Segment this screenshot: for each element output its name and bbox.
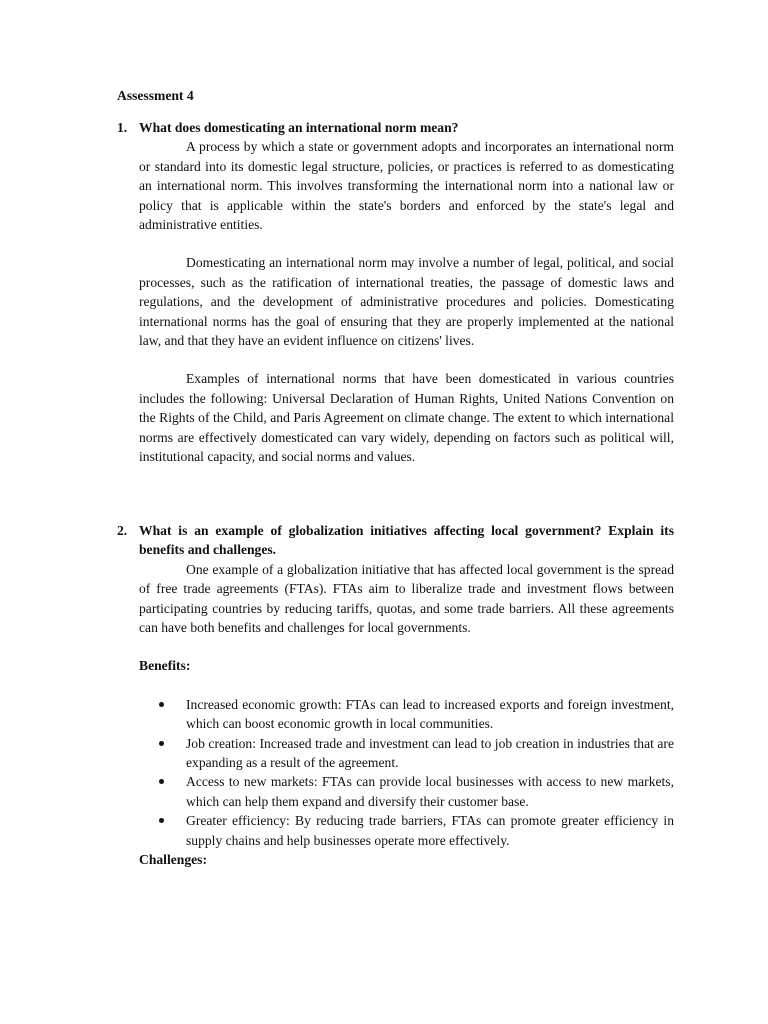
question-number: 2.: [117, 523, 128, 538]
answer-paragraph: Examples of international norms that have been domesticated in various countries includes the following: Universal Declaration of Human Rights, United Nations Convention on the Rights of the Child, and Paris Agreement on climate change. The extent to which international norms are effectively domesticated can vary widely, depending on factors such as political will, institutional capacity, and social norms and values.: [139, 371, 674, 465]
bullet-icon: [159, 818, 164, 823]
answer-paragraph: One example of a globalization initiative that has affected local government is the spread of free trade agreements (FTAs). FTAs aim to liberalize trade and investment flows between participating countries by reducing tariffs, quotas, and some trade barriers. All these agreements can have both benefits and challenges for local governments.: [139, 561, 674, 636]
list-item: [139, 734, 674, 773]
benefits-heading: Benefits:: [139, 658, 191, 674]
challenges-heading: Challenges:: [139, 852, 207, 868]
bullet-icon: [159, 702, 164, 707]
question-heading: What does domesticating an international norm mean?: [139, 120, 459, 135]
question-2: [117, 521, 674, 870]
answer-paragraph: A process by which a state or government adopts and incorporates an international norm or standard into its domestic legal structure, policies, or practices is referred to as domesticating an international norm. This involves transforming the international norm into a national law or policy that is applicable within the state's borders and enforced by the state's legal and administrative entities.: [139, 139, 674, 233]
list-item-text: Increased economic growth: FTAs can lead to increased exports and foreign investment, which can boost economic growth in local communities.: [186, 696, 674, 732]
benefits-list: [139, 695, 674, 850]
list-item: [139, 695, 674, 734]
bullet-icon: [159, 741, 164, 746]
list-item-text: Greater efficiency: By reducing trade barriers, FTAs can promote greater efficiency in supply chains and help businesses operate more effectively.: [186, 813, 674, 848]
question-1: [117, 118, 674, 467]
bullet-icon: [159, 779, 164, 784]
list-item: [139, 772, 674, 811]
question-heading: What is an example of globalization initiatives affecting local government? Explain its benefits and challenges.: [139, 523, 674, 558]
document-title: Assessment 4: [117, 88, 194, 103]
list-item-text: Job creation: Increased trade and investment can lead to job creation in industries that are expanding as a result of the agreement.: [186, 735, 674, 771]
list-item-text: Access to new markets: FTAs can provide local businesses with access to new markets, which can help them expand and diversify their customer base.: [186, 774, 674, 809]
question-number: 1.: [117, 120, 128, 135]
answer-paragraph: Domesticating an international norm may involve a number of legal, political, and social processes, such as the ratification of international treaties, the passage of domestic laws and regulations, and the development of administrative procedures and policies. Domesticating international norms has the goal of ensuring that they are properly implemented at the national law, and that they have an evident influence on citizens' lives.: [139, 255, 674, 349]
list-item: [139, 811, 674, 850]
